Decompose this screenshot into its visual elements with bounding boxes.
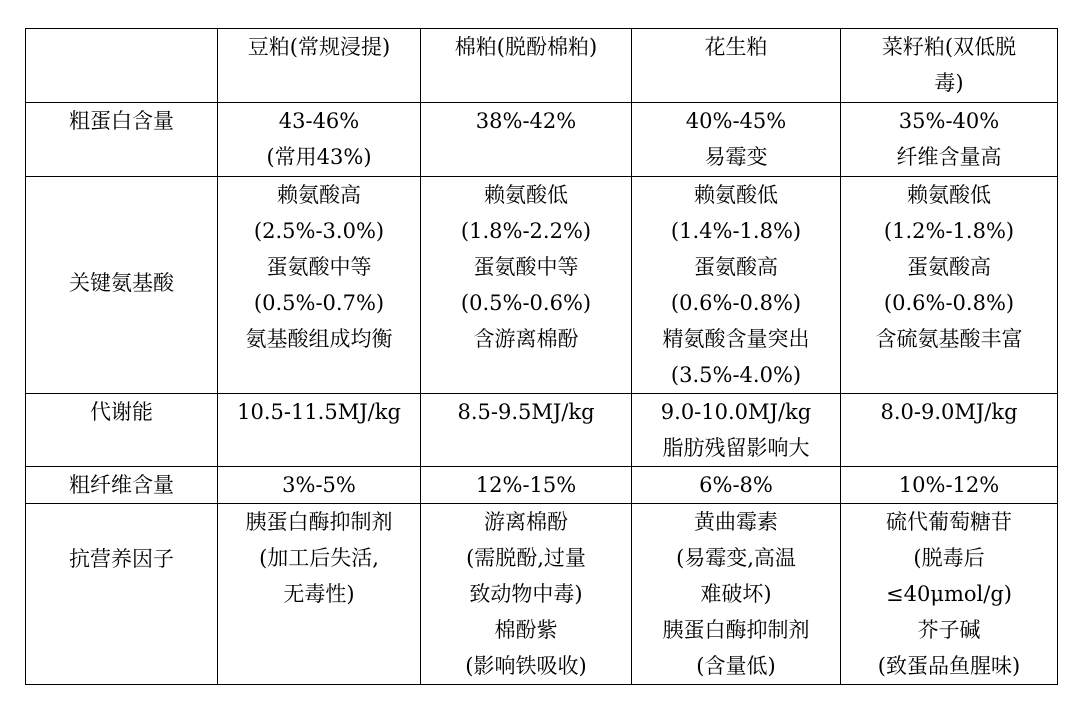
row-label: 粗纤维含量 xyxy=(26,467,218,504)
row-label: 抗营养因子 xyxy=(26,504,218,685)
comparison-table xyxy=(25,28,1058,685)
header-cell-soybean-meal xyxy=(218,29,421,103)
header-line: 花生粕 xyxy=(704,35,768,59)
table-cell: 12%-15% xyxy=(421,467,632,504)
row-label: 代谢能 xyxy=(26,394,218,467)
table-cell: 38%-42% xyxy=(421,103,632,177)
table-cell: 3%-5% xyxy=(218,467,421,504)
table-cell: 10.5-11.5MJ/kg xyxy=(218,394,421,467)
table-cell: 35%-40% 纤维含量高 xyxy=(841,103,1058,177)
table-cell: 9.0-10.0MJ/kg 脂肪残留影响大 xyxy=(632,394,841,467)
table-cell: 赖氨酸低 (1.2%-1.8%) 蛋氨酸高 (0.6%-0.8%) 含硫氨基酸丰富 xyxy=(841,177,1058,394)
header-cell-peanut-meal xyxy=(632,29,841,103)
table-row-key-amino-acids xyxy=(26,177,1058,394)
header-line: 豆粕(常规浸提) xyxy=(247,35,391,59)
header-cell-corner xyxy=(26,29,218,103)
table-cell: 赖氨酸低 (1.4%-1.8%) 蛋氨酸高 (0.6%-0.8%) 精氨酸含量突出 (3.5%-4.0%) xyxy=(632,177,841,394)
row-label: 粗蛋白含量 xyxy=(26,103,218,177)
table-cell: 40%-45% 易霉变 xyxy=(632,103,841,177)
row-label: 关键氨基酸 xyxy=(26,177,218,394)
table-cell: 赖氨酸高 (2.5%-3.0%) 蛋氨酸中等 (0.5%-0.7%) 氨基酸组成均衡 xyxy=(218,177,421,394)
table-row-crude-protein xyxy=(26,103,1058,177)
table-cell: 8.0-9.0MJ/kg xyxy=(841,394,1058,467)
table-cell: 黄曲霉素 (易霉变,高温 难破坏) 胰蛋白酶抑制剂 (含量低) xyxy=(632,504,841,685)
table-row-crude-fiber xyxy=(26,467,1058,504)
header-cell-rapeseed-meal xyxy=(841,29,1058,103)
table-cell: 赖氨酸低 (1.8%-2.2%) 蛋氨酸中等 (0.5%-0.6%) 含游离棉酚 xyxy=(421,177,632,394)
header-line: 棉粕(脱酚棉粕) xyxy=(454,35,598,59)
table-cell: 硫代葡萄糖苷 (脱毒后 ≤40μmol/g) 芥子碱 (致蛋品鱼腥味) xyxy=(841,504,1058,685)
table-row-metabolizable-energy xyxy=(26,394,1058,467)
header-cell-cottonseed-meal xyxy=(421,29,632,103)
table-cell: 6%-8% xyxy=(632,467,841,504)
header-line: 菜籽粕(双低脱 xyxy=(881,35,1017,59)
header-line: 毒) xyxy=(934,71,964,95)
table-cell: 游离棉酚 (需脱酚,过量 致动物中毒) 棉酚紫 (影响铁吸收) xyxy=(421,504,632,685)
table-cell: 8.5-9.5MJ/kg xyxy=(421,394,632,467)
table-cell: 胰蛋白酶抑制剂 (加工后失活, 无毒性) xyxy=(218,504,421,685)
header-row xyxy=(26,29,1058,103)
table-cell: 10%-12% xyxy=(841,467,1058,504)
table-row-anti-nutritional-factors xyxy=(26,504,1058,685)
table-cell: 43-46% (常用43%) xyxy=(218,103,421,177)
